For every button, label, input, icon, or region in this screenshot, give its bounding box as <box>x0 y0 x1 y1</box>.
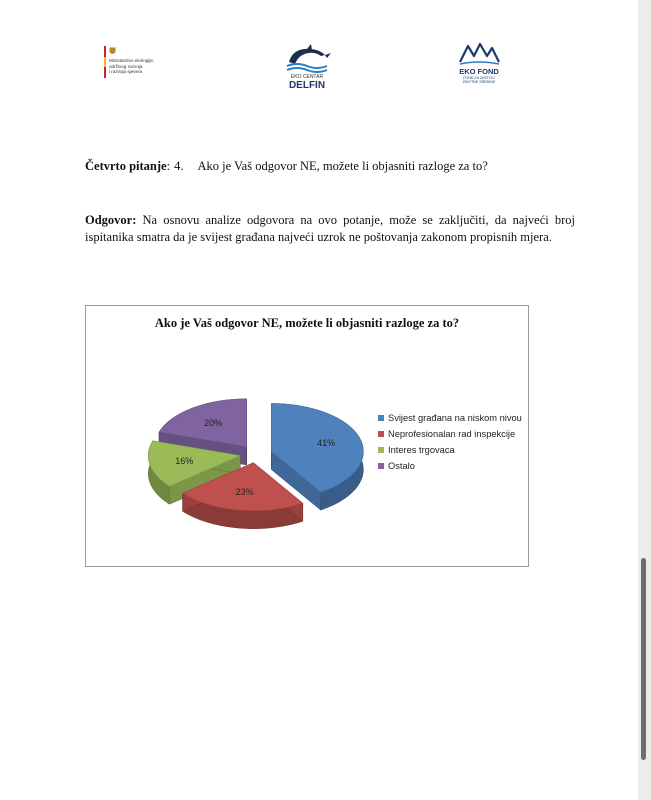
crest-icon <box>109 47 116 56</box>
legend-swatch <box>378 431 384 437</box>
question-label: Četvrto pitanje <box>85 159 167 173</box>
legend-swatch <box>378 447 384 453</box>
data-label-interes-trgovaca: 16% <box>175 456 194 467</box>
pie-chart-svg <box>86 306 528 566</box>
legend-swatch <box>378 415 384 421</box>
legend-item-neprofesionalan-rad-inspekcije <box>378 429 515 439</box>
legend-label: Neprofesionalan rad inspekcije <box>388 429 516 439</box>
legend-item-ostalo <box>378 461 415 471</box>
ministry-logo <box>104 46 184 78</box>
question-text: Ako je Vaš odgovor NE, možete li objasniti razloge za to? <box>197 159 488 173</box>
scrollbar-thumb[interactable] <box>641 558 646 760</box>
legend-label: Svijest građana na niskom nivou <box>388 413 522 423</box>
legend-swatch <box>378 463 384 469</box>
answer-text: Na osnovu analize odgovora na ovo potanje, može se zaključiti, da najveći broj ispitanika smatra da je svijest građana najveći uzrok ne poštovanja zakonom propisnih mjera. <box>85 213 575 244</box>
flag-bar <box>104 46 106 78</box>
data-label-ostalo: 20% <box>204 417 223 428</box>
question-number: 4. <box>174 159 184 173</box>
chart-title: Ako je Vaš odgovor NE, možete li objasniti razloge za to? <box>154 316 460 330</box>
legend-item-svijest-gradjana-na-niskom-nivou <box>378 413 522 423</box>
data-label-svijest-gradjana-na-niskom-nivou: 41% <box>317 438 336 449</box>
legend-item-interes-trgovaca <box>378 445 455 455</box>
pie-chart <box>85 305 529 567</box>
answer-paragraph <box>85 212 575 246</box>
delfin-title: DELFIN <box>288 80 326 91</box>
eko-fond-logo <box>452 40 506 86</box>
eko-fond-title: EKO FOND <box>459 67 499 76</box>
legend-label: Interes trgovaca <box>388 445 455 455</box>
ministry-name: Ministarstvo ekologije, održivog razvoja i razvoja sjevera <box>109 58 155 75</box>
delfin-subtitle: EKO CENTAR <box>290 74 324 80</box>
data-label-neprofesionalan-rad-inspekcije: 23% <box>235 487 254 498</box>
legend-label: Ostalo <box>388 461 415 471</box>
dolphin-icon <box>279 44 335 74</box>
question-line: Četvrto pitanje: 4. Ako je Vaš odgovor NE, možete li objasniti razloge za to? <box>85 159 488 173</box>
eko-fond-subtitle: FOND ZA ZAŠTITU ŽIVOTNE SREDINE <box>462 76 496 85</box>
mountains-icon <box>452 40 506 66</box>
answer-label: Odgovor: <box>85 213 137 227</box>
eko-centar-delfin-logo <box>279 44 335 95</box>
